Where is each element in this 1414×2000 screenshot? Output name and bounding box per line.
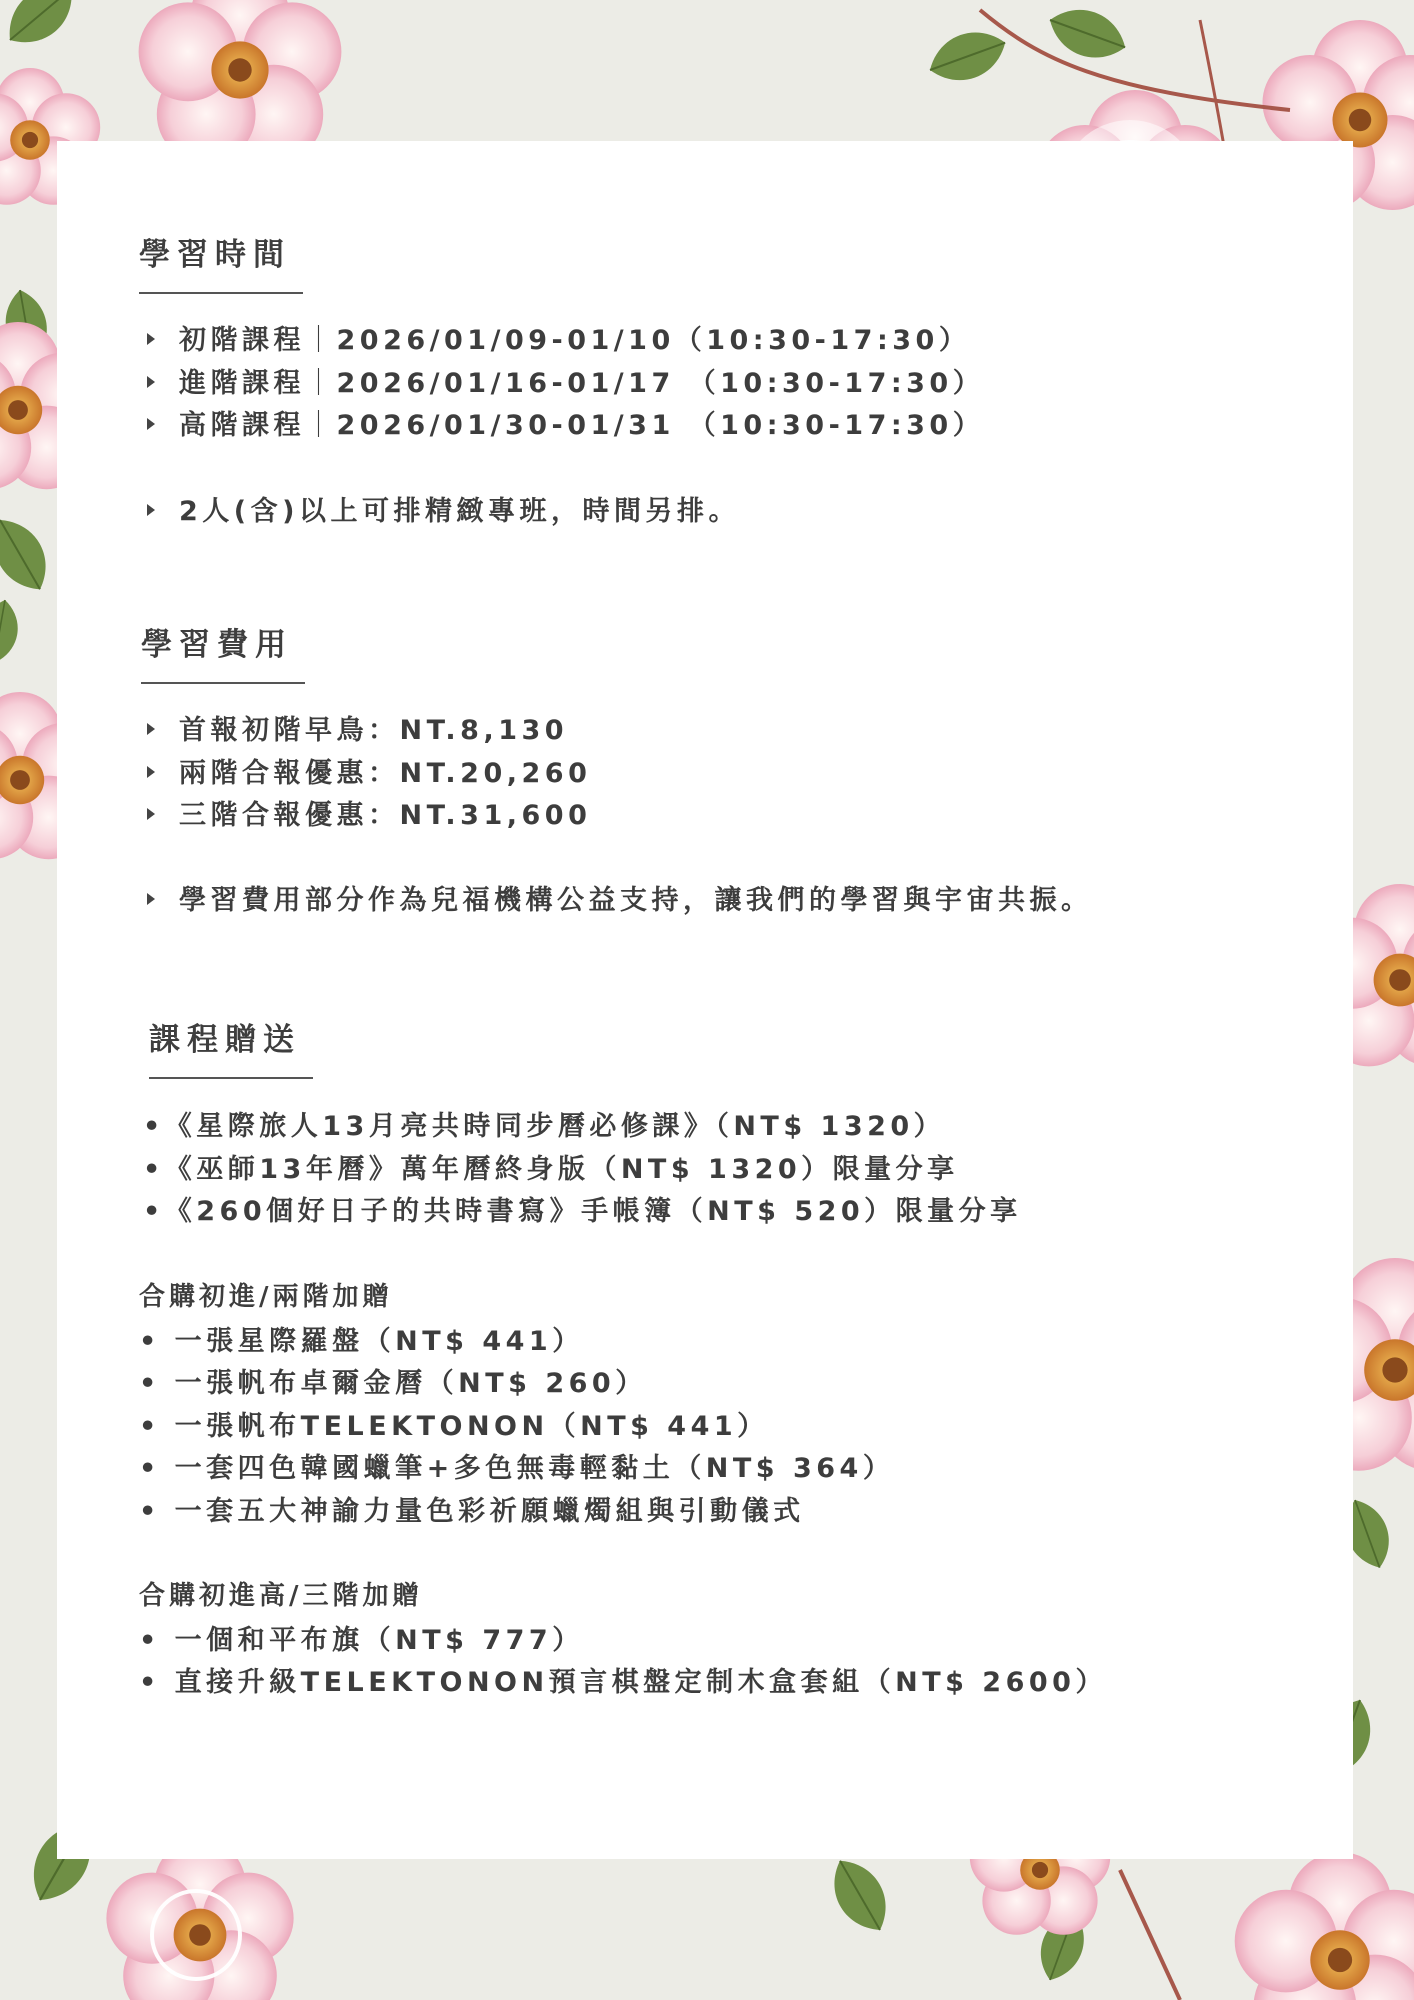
section-title-course-gifts: 課程贈送 (149, 1014, 313, 1079)
gift-group-two-levels-title: 合購初進/兩階加贈 (139, 1282, 393, 1312)
gift-group-two-item: • 一張星際羅盤（NT$ 441） (139, 1326, 584, 1357)
section-title-learning-time: 學習時間 (139, 229, 303, 294)
gift-item: •《260個好日子的共時書寫》手帳簿（NT$ 520）限量分享 (143, 1196, 1022, 1227)
charity-note: 學習費用部分作為兒福機構公益支持，讓我們的學習與宇宙共振。 (141, 878, 1093, 917)
price-line-early-bird: 首報初階早鳥：NT.8,130 (141, 708, 568, 747)
gift-item: •《巫師13年曆》萬年曆終身版（NT$ 1320）限量分享 (143, 1154, 959, 1185)
gift-item: •《星際旅人13月亮共時同步曆必修課》（NT$ 1320） (143, 1111, 946, 1142)
gift-group-three-levels-title: 合購初進高/三階加贈 (139, 1581, 423, 1611)
price-line-two-levels: 兩階合報優惠：NT.20,260 (141, 751, 591, 790)
gift-group-two-item: • 一套五大神諭力量色彩祈願蠟燭組與引動儀式 (139, 1496, 805, 1527)
gift-group-three-item: • 直接升級TELEKTONON預言棋盤定制木盒套組（NT$ 2600） (139, 1667, 1107, 1698)
price-line-three-levels: 三階合報優惠：NT.31,600 (141, 793, 591, 832)
private-class-note: 2人(含)以上可排精緻專班，時間另排。 (141, 489, 740, 528)
section-title-learning-fee: 學習費用 (141, 619, 305, 684)
course-line-intermediate: 進階課程｜2026/01/16-01/17 （10:30-17:30） (141, 361, 984, 400)
course-line-advanced: 高階課程｜2026/01/30-01/31 （10:30-17:30） (141, 403, 984, 442)
course-line-beginner: 初階課程｜2026/01/09-01/10（10:30-17:30） (141, 318, 970, 357)
gift-group-two-item: • 一張帆布卓爾金曆（NT$ 260） (139, 1368, 647, 1399)
gift-group-two-item: • 一張帆布TELEKTONON（NT$ 441） (139, 1411, 769, 1442)
gift-group-two-item: • 一套四色韓國蠟筆+多色無毒輕黏土（NT$ 364） (139, 1453, 895, 1484)
gift-group-three-item: • 一個和平布旗（NT$ 777） (139, 1625, 584, 1656)
